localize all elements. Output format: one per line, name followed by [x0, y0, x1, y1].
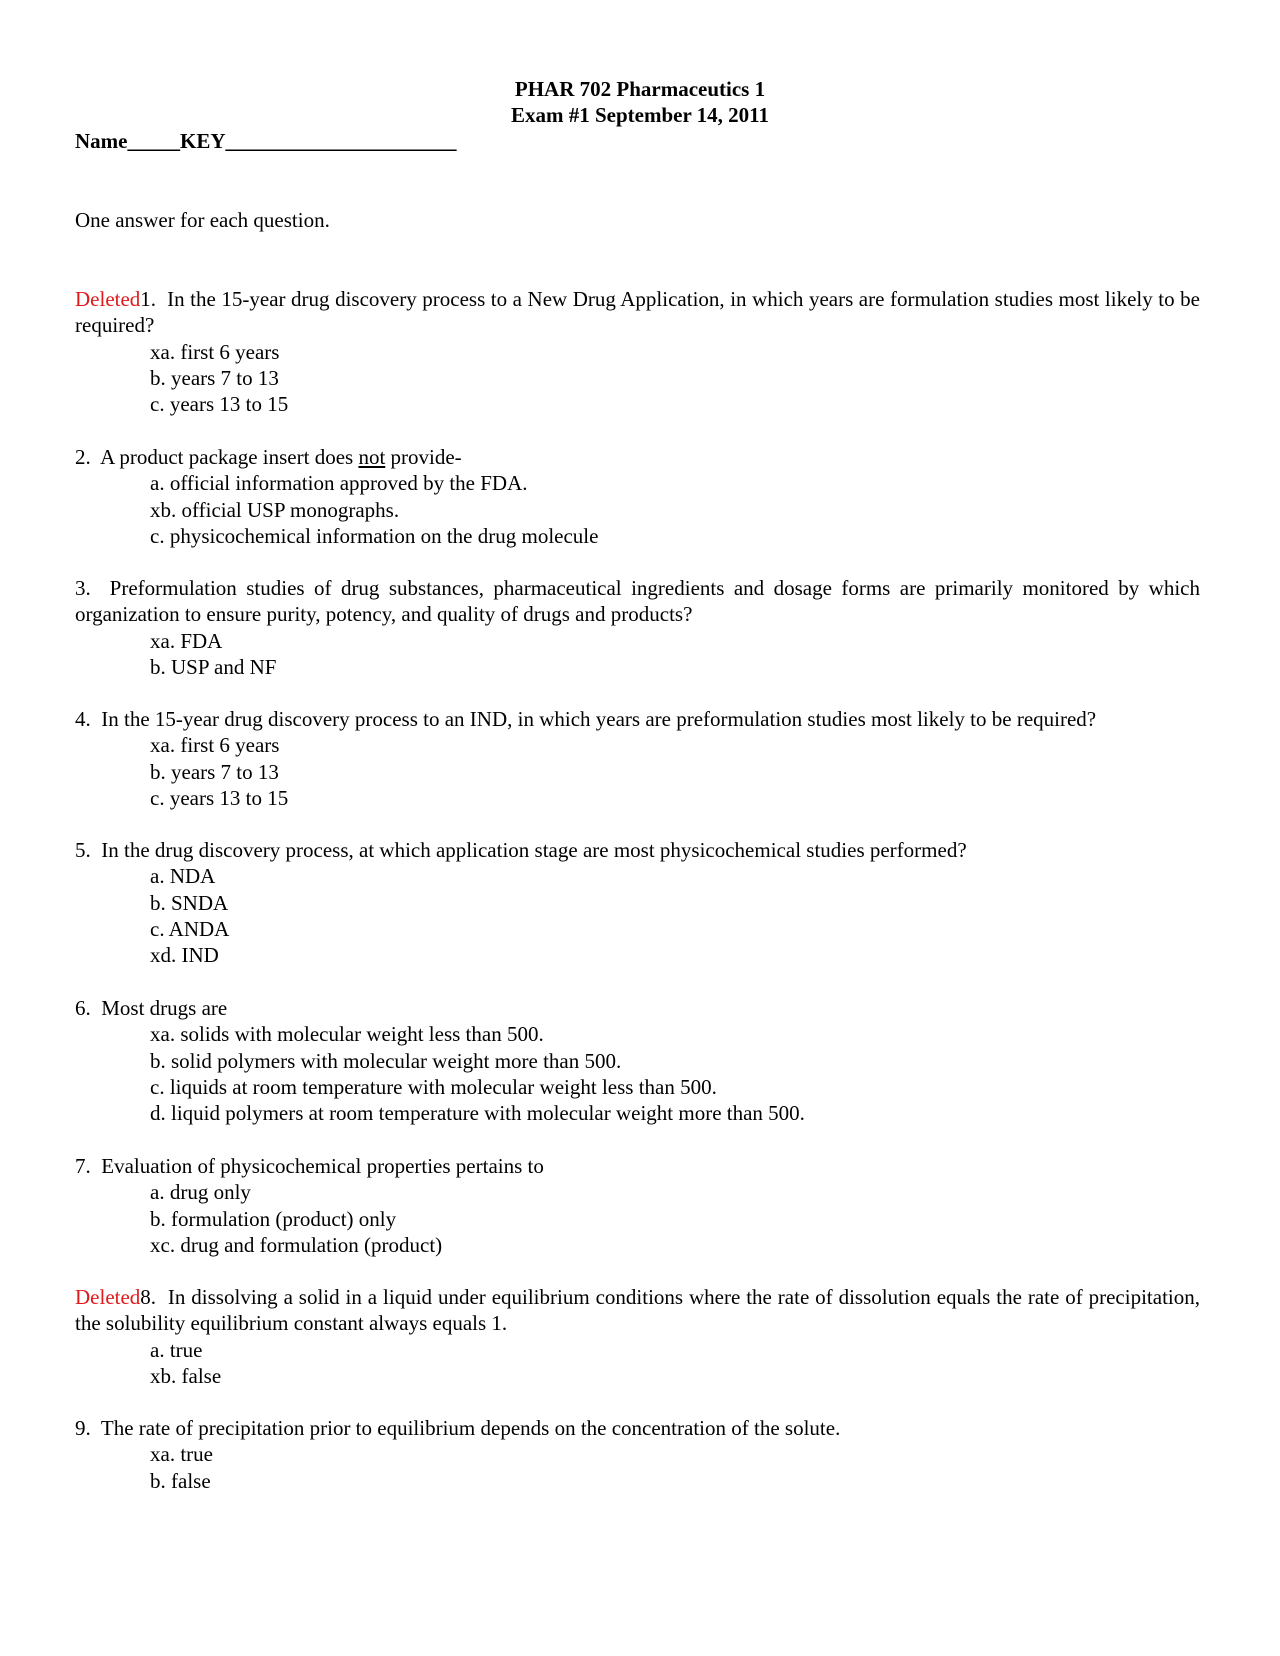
exam-title: PHAR 702 Pharmaceutics 1: [514, 77, 766, 101]
question-stem: [75, 706, 1200, 732]
answer-option: a. official information approved by the FDA.: [150, 471, 528, 496]
question-4: [75, 706, 1200, 811]
answer-option: xa. true: [150, 1442, 213, 1467]
question-stem: [75, 575, 1200, 628]
question-number: 6.: [75, 996, 91, 1020]
question-number: 5.: [75, 838, 91, 862]
answer-option: xb. false: [150, 1363, 222, 1388]
answer-option: xa. first 6 years: [150, 733, 280, 758]
question-text: In dissolving a solid in a liquid under equilibrium conditions where the rate of dissolution equals the rate of precipitation, the solubility equilibrium constant always equals 1.: [75, 1285, 1200, 1336]
answer-option: b. formulation (product) only: [150, 1206, 397, 1231]
answer-option: c. ANDA: [150, 916, 230, 941]
answer-option: a. NDA: [150, 864, 216, 889]
question-text: In the drug discovery process, at which application stage are most physicochemical studies performed?: [101, 838, 967, 862]
answer-option: xa. FDA: [150, 628, 223, 653]
question-1: [75, 286, 1200, 417]
question-2: [75, 444, 1200, 549]
answer-option: b. years 7 to 13: [150, 365, 279, 390]
answer-option: xa. solids with molecular weight less than 500.: [150, 1022, 544, 1047]
instructions: One answer for each question.: [75, 208, 330, 232]
answer-option: xc. drug and formulation (product): [150, 1232, 443, 1257]
question-9: [75, 1415, 1200, 1494]
question-number: 2.: [75, 445, 91, 469]
question-number: 3.: [75, 576, 91, 600]
question-text: Evaluation of physicochemical properties pertains to: [101, 1154, 544, 1178]
question-number: 1.: [140, 287, 157, 311]
question-stem: [75, 286, 1200, 339]
question-number: 9.: [75, 1416, 91, 1440]
answer-option: d. liquid polymers at room temperature with molecular weight more than 500.: [150, 1101, 805, 1126]
exam-subtitle: Exam #1 September 14, 2011: [510, 103, 770, 127]
answer-option: a. drug only: [150, 1180, 251, 1205]
question-7: [75, 1153, 1200, 1258]
question-stem: [75, 1415, 1200, 1441]
answer-option: c. years 13 to 15: [150, 785, 289, 810]
deleted-tag: Deleted: [75, 1285, 141, 1309]
question-number: 8.: [140, 1285, 157, 1309]
answer-option: b. years 7 to 13: [150, 759, 279, 784]
answer-option: xa. first 6 years: [150, 339, 280, 364]
question-stem: [75, 444, 1200, 470]
question-text-underlined: not: [358, 445, 386, 469]
question-6: [75, 995, 1200, 1126]
question-stem: [75, 837, 1200, 863]
name-field: Name_____KEY______________________: [75, 129, 457, 153]
question-3: [75, 575, 1200, 680]
question-stem: [75, 1284, 1200, 1337]
question-text: Preformulation studies of drug substances, pharmaceutical ingredients and dosage forms are primarily monitored by which organization to ensure purity, potency, and quality of drugs and products?: [75, 576, 1200, 627]
answer-option: b. false: [150, 1468, 211, 1493]
answer-option: c. years 13 to 15: [150, 392, 289, 417]
answer-option: c. physicochemical information on the drug molecule: [150, 523, 599, 548]
question-stem: [75, 995, 1200, 1021]
answer-option: b. SNDA: [150, 890, 229, 915]
question-text: provide-: [385, 445, 462, 469]
question-8: [75, 1284, 1200, 1389]
deleted-tag: Deleted: [75, 287, 141, 311]
question-text: In the 15-year drug discovery process to an IND, in which years are preformulation studies most likely to be required?: [101, 707, 1097, 731]
question-number: 7.: [75, 1154, 91, 1178]
answer-option: b. USP and NF: [150, 654, 277, 679]
question-number: 4.: [75, 707, 91, 731]
question-text: A product package insert does: [100, 445, 359, 469]
answer-option: b. solid polymers with molecular weight more than 500.: [150, 1048, 622, 1073]
question-5: [75, 837, 1200, 968]
answer-option: xd. IND: [150, 943, 219, 968]
question-text: The rate of precipitation prior to equilibrium depends on the concentration of the solute.: [100, 1416, 841, 1440]
question-stem: [75, 1153, 1200, 1179]
answer-option: a. true: [150, 1337, 203, 1362]
answer-option: xb. official USP monographs.: [150, 497, 400, 522]
question-text: In the 15-year drug discovery process to a New Drug Application, in which years are formulation studies most likely to be required?: [75, 287, 1200, 338]
question-text: Most drugs are: [101, 996, 228, 1020]
answer-option: c. liquids at room temperature with molecular weight less than 500.: [150, 1074, 717, 1099]
